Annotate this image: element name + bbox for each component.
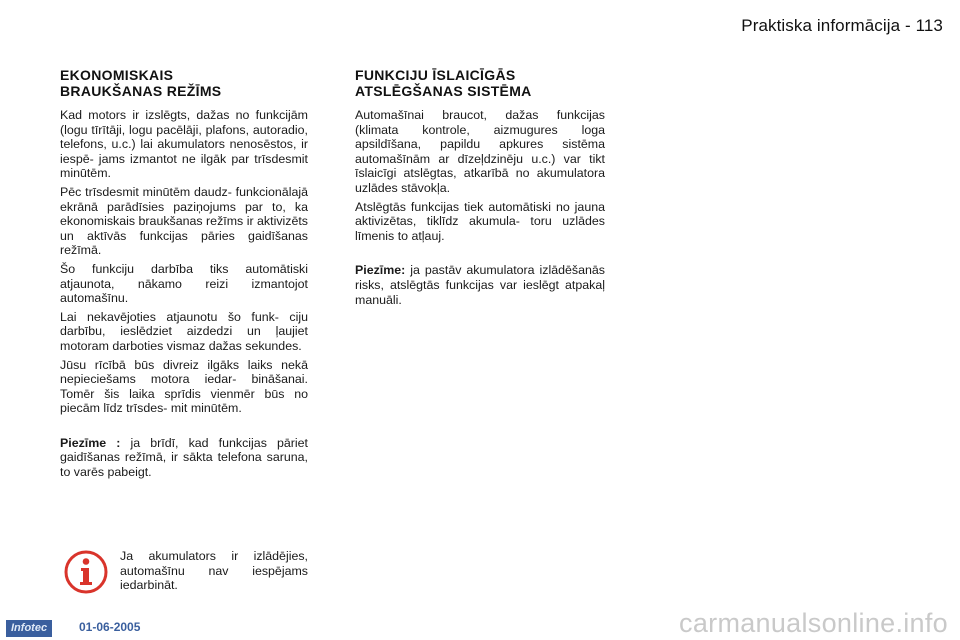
load-shedding-note-text: ja pastāv akumulatora izlādēšanās risks, atslēgtās funkcijas var ieslēgt atpakaļ manuāli. [355,263,605,307]
economy-heading-line1: EKONOMISKAIS [60,67,174,83]
load-shedding-note [355,263,605,307]
infotec-badge: Infotec [6,620,52,637]
economy-paragraph-1: Kad motors ir izslēgts, dažas no funkcijām (logu tīrītāji, logu pacēlāji, plafons, autoradio, telefons, u.c.) lai akumulators nenosēstos, ir iespē- jams izmantot ne ilgāk par trīsdesmit minūtēm. [60,108,308,181]
economy-mode-section [60,67,308,484]
load-shedding-heading-line2: ATSLĒGŠANAS SISTĒMA [355,83,532,99]
economy-paragraph-2: Pēc trīsdesmit minūtēm daudz- funkcionālajā ekrānā parādīsies paziņojums par to, ka ekonomiskais braukšanas režīms ir aktivizēts un aktīvās funkcijas pāries gaidīšanas režīmā. [60,184,308,258]
page-header-title: Praktiska informācija - 113 [741,16,943,35]
footer-date: 01-06-2005 [79,620,141,634]
load-shedding-paragraph-1: Automašīnai braucot, dažas funkcijas (klimata kontrole, aizmugures loga apsildīšana, papildu apkures sistēma automašīnām ar dīzeļdzinēju u.c.) var tikt īslaicīgi atslēgtas, atkarībā no akumulatora uzlādes stāvokļa. [355,108,605,195]
load-shedding-paragraph-2: Atslēgtās funkcijas tiek automātiski no jauna aktivizētas, tiklīdz akumula- toru uzlādes līmenis to atļauj. [355,199,605,243]
load-shedding-heading-line1: FUNKCIJU ĪSLAICĪGĀS [355,67,516,83]
load-shedding-note-label: Piezīme: [355,263,406,278]
battery-info-box [60,546,310,606]
economy-mode-heading [60,67,308,99]
watermark-text: carmanualsonline.info [679,608,948,638]
load-shedding-heading [355,67,605,99]
load-shedding-section [355,67,605,311]
economy-note-label: Piezīme : [60,435,121,450]
battery-info-text: Ja akumulators ir izlādējies, automašīnu nav iespējams iedarbināt. [120,549,308,593]
economy-paragraph-4: Lai nekavējoties atjaunotu šo funk- ciju darbību, ieslēdziet aizdedzi un ļaujiet motoram darboties vismaz dažas sekundes. [60,309,308,353]
economy-paragraph-5: Jūsu rīcībā būs divreiz ilgāks laiks nekā nepieciešams motora iedar- bināšanai. Tomēr šis laika sprīdis vienmēr būs no piecām līdz trīsdes- mit minūtēm. [60,357,308,416]
economy-note-text: ja brīdī, kad funkcijas pāriet gaidīšanas režīmā, ir sākta telefona saruna, to varēs pabeigt. [60,435,308,480]
economy-heading-line2: BRAUKŠANAS REŽĪMS [60,83,222,99]
economy-paragraph-3: Šo funkciju darbība tiks automātiski atjaunota, nākamo reizi izmantojot automašīnu. [60,261,308,306]
info-icon [64,550,108,594]
economy-note [60,436,308,480]
